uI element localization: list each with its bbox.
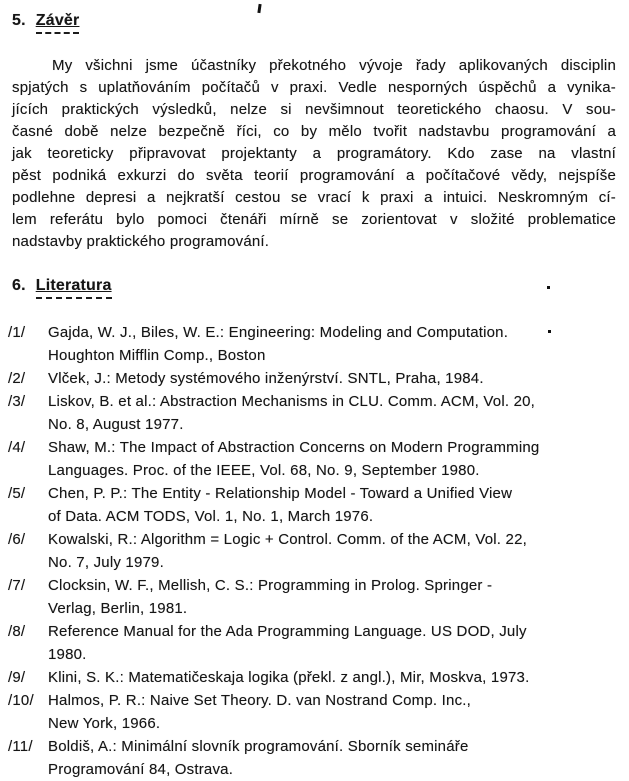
reference-line: Chen, P. P.: The Entity - Relationship Model - Toward a Unified View bbox=[48, 485, 513, 502]
reference-item bbox=[8, 321, 616, 367]
reference-text bbox=[48, 436, 616, 482]
reference-line: Liskov, B. et al.: Abstraction Mechanisms in CLU. Comm. ACM, Vol. 20, bbox=[48, 393, 536, 410]
paragraph-line: podlehne depresi a nejkratší cestou se vrací k praxi a intuici. Neskromným cí- bbox=[12, 189, 616, 206]
reference-item bbox=[8, 528, 616, 574]
reference-text bbox=[48, 390, 616, 436]
section-heading-references bbox=[12, 277, 616, 299]
reference-item bbox=[8, 574, 616, 620]
reference-label: /4/ bbox=[8, 439, 26, 456]
references-list bbox=[8, 321, 616, 781]
reference-text bbox=[48, 666, 616, 689]
reference-label: /3/ bbox=[8, 393, 26, 410]
reference-text bbox=[48, 321, 616, 367]
paragraph-line: jak teoreticky připravovat projektanty a programátory. Kdo zase na vlastní bbox=[12, 145, 616, 162]
paragraph-line: pěst podniká exkurzi do světa teorií programování a počítačové vědy, nejspíše bbox=[12, 167, 616, 184]
conclusion-paragraph bbox=[12, 55, 616, 253]
reference-line: No. 7, July 1979. bbox=[48, 554, 164, 571]
paragraph-line: My všichni jsme účastníky překotného vývoje řady aplikovaných disciplin bbox=[52, 57, 616, 74]
section-number: 5. bbox=[12, 12, 26, 29]
reference-line: Languages. Proc. of the IEEE, Vol. 68, No. 9, September 1980. bbox=[48, 462, 480, 479]
reference-line: Houghton Mifflin Comp., Boston bbox=[48, 347, 266, 364]
reference-label: /1/ bbox=[8, 324, 26, 341]
paragraph-line: časné době nelze bezpečně říci, co by mělo tvořit nadstavbu programování a bbox=[12, 123, 616, 140]
reference-item bbox=[8, 436, 616, 482]
section-heading-conclusion bbox=[12, 12, 616, 34]
reference-line: No. 8, August 1977. bbox=[48, 416, 184, 433]
reference-text bbox=[48, 620, 616, 666]
reference-text bbox=[48, 482, 616, 528]
reference-text bbox=[48, 574, 616, 620]
reference-item bbox=[8, 482, 616, 528]
reference-item bbox=[8, 689, 616, 735]
reference-label: /6/ bbox=[8, 531, 26, 548]
reference-text bbox=[48, 735, 616, 781]
reference-line: Shaw, M.: The Impact of Abstraction Concerns on Modern Programming bbox=[48, 439, 540, 456]
section-number: 6. bbox=[12, 277, 26, 294]
reference-text bbox=[48, 689, 616, 735]
document-page bbox=[8, 12, 616, 781]
section-title: Závěr bbox=[36, 12, 80, 34]
reference-item bbox=[8, 367, 616, 390]
reference-label: /2/ bbox=[8, 370, 26, 387]
reference-line: Gajda, W. J., Biles, W. E.: Engineering: Modeling and Computation. bbox=[48, 324, 509, 341]
paragraph-line: nadstavby praktického programování. bbox=[12, 233, 270, 250]
reference-item bbox=[8, 620, 616, 666]
paragraph-line: spjatých s uplatňováním počítačů v praxi. Vedle nesporných úspěchů a vynika- bbox=[12, 79, 616, 96]
reference-label: /10/ bbox=[8, 692, 34, 709]
reference-line: Vlček, J.: Metody systémového inženýrství. SNTL, Praha, 1984. bbox=[48, 370, 484, 387]
reference-text bbox=[48, 367, 616, 390]
reference-line: Reference Manual for the Ada Programming Language. US DOD, July bbox=[48, 623, 527, 640]
reference-line: Clocksin, W. F., Mellish, C. S.: Programming in Prolog. Springer - bbox=[48, 577, 493, 594]
section-title: Literatura bbox=[36, 277, 112, 299]
paragraph-line: lem referátu bylo pomoci čtenáři mírně se zorientovat v složité problematice bbox=[12, 211, 616, 228]
reference-item bbox=[8, 390, 616, 436]
reference-item bbox=[8, 666, 616, 689]
reference-label: /5/ bbox=[8, 485, 26, 502]
paragraph-line: jících praktických výsledků, nelze si nevšimnout teoretického chaosu. V sou- bbox=[12, 101, 616, 118]
reference-line: Programování 84, Ostrava. bbox=[48, 761, 234, 778]
reference-label: /11/ bbox=[8, 738, 33, 755]
reference-line: Kowalski, R.: Algorithm = Logic + Control. Comm. of the ACM, Vol. 22, bbox=[48, 531, 527, 548]
reference-item bbox=[8, 735, 616, 781]
reference-label: /8/ bbox=[8, 623, 26, 640]
reference-line: Boldiš, A.: Minimální slovník programování. Sborník semináře bbox=[48, 738, 469, 755]
reference-line: Halmos, P. R.: Naive Set Theory. D. van Nostrand Comp. Inc., bbox=[48, 692, 471, 709]
reference-line: 1980. bbox=[48, 646, 87, 663]
reference-label: /7/ bbox=[8, 577, 26, 594]
reference-line: New York, 1966. bbox=[48, 715, 161, 732]
reference-label: /9/ bbox=[8, 669, 26, 686]
reference-text bbox=[48, 528, 616, 574]
reference-line: of Data. ACM TODS, Vol. 1, No. 1, March 1976. bbox=[48, 508, 374, 525]
reference-line: Klini, S. K.: Matematičeskaja logika (překl. z angl.), Mir, Moskva, 1973. bbox=[48, 669, 530, 686]
reference-line: Verlag, Berlin, 1981. bbox=[48, 600, 188, 617]
